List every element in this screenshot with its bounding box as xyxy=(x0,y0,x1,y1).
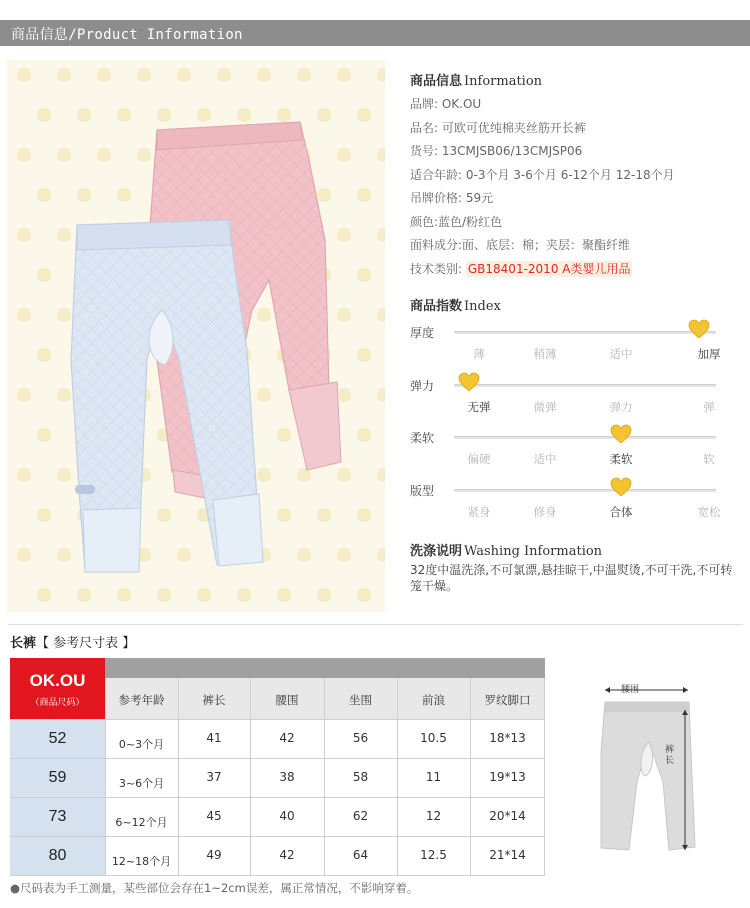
size-table-cell: 11 xyxy=(425,770,442,784)
waist-label: 腰围 xyxy=(621,685,640,695)
size-table xyxy=(10,658,545,876)
size-table-cell: 12~18个月 xyxy=(111,855,172,868)
size-chart-title: 长裤【 参考尺寸表 】 xyxy=(10,636,136,651)
size-table-column-header: 腰围 xyxy=(275,693,299,707)
info-line-price: 吊牌价格: 59元 xyxy=(410,191,494,205)
size-table-cell: 21*14 xyxy=(489,848,526,862)
section-header xyxy=(0,20,750,46)
info-line-brand: 品牌: OK.OU xyxy=(410,97,482,111)
index-option: 软 xyxy=(703,452,715,466)
size-table-cell: 3~6个月 xyxy=(118,777,165,790)
index-track xyxy=(454,489,716,492)
size-table-cell: 12 xyxy=(425,809,442,823)
size-table-cell: 42 xyxy=(279,731,295,745)
table-row-divider xyxy=(10,797,545,798)
heart-marker-icon xyxy=(610,424,632,444)
size-table-size-label: 59 xyxy=(10,758,105,797)
size-table-cell: 40 xyxy=(279,809,295,823)
size-table-cell: 20*14 xyxy=(489,809,526,823)
index-option: 适中 xyxy=(533,452,557,466)
index-row xyxy=(410,429,745,469)
product-photo xyxy=(7,60,385,612)
index-row-label: 厚度 xyxy=(410,326,435,340)
size-table-cell: 19*13 xyxy=(489,770,526,784)
table-column-divider xyxy=(397,678,398,876)
index-title: 商品指数 Index xyxy=(410,299,501,314)
size-table-cell: 62 xyxy=(352,809,369,823)
pants-illustration xyxy=(7,60,385,612)
table-column-divider xyxy=(250,678,251,876)
heart-marker-icon xyxy=(610,477,632,497)
index-option: 加厚 xyxy=(697,347,721,361)
size-table-column-header: 前浪 xyxy=(422,693,445,707)
size-table-column-header: 坐围 xyxy=(349,693,372,707)
size-table-size-label: 73 xyxy=(10,797,105,836)
wash-text: 32度中温洗涤,不可氯漂,悬挂晾干,中温熨烫,不可干洗,不可转笼干燥。 xyxy=(410,563,733,593)
size-table-column-header: 参考年龄 xyxy=(118,693,165,707)
info-line-name: 品名: 可欧可优纯棉夹丝筋开长裤 xyxy=(410,120,586,135)
index-row xyxy=(410,377,745,417)
index-option: 无弹 xyxy=(467,400,491,414)
index-row-label: 版型 xyxy=(410,484,435,498)
info-lines xyxy=(410,93,745,281)
table-column-divider xyxy=(178,678,179,876)
index-option: 宽松 xyxy=(697,505,721,519)
size-table-cell: 42 xyxy=(279,848,295,862)
index-row-label: 柔软 xyxy=(410,431,435,445)
index-track xyxy=(454,384,716,387)
size-table-cell: 12.5 xyxy=(420,848,447,862)
index-track xyxy=(454,331,716,334)
section-header-title: 商品信息/Product Information xyxy=(11,27,243,43)
size-table-cell: 64 xyxy=(352,848,369,862)
info-line-sku: 货号: 13CMJSB06/13CMJSP06 xyxy=(410,144,583,158)
index-option: 柔软 xyxy=(609,452,633,466)
size-table-cell: 45 xyxy=(206,809,222,823)
size-table-cell: 37 xyxy=(206,770,222,784)
brand-logo: OK.OU （商品尺码） xyxy=(10,658,105,719)
size-table-column-header: 裤长 xyxy=(202,693,226,707)
index-option: 合体 xyxy=(609,505,633,519)
pants-size-diagram xyxy=(585,672,705,862)
size-table-cell: 10.5 xyxy=(420,731,447,745)
size-table-cell: 49 xyxy=(206,848,222,862)
tech-category-value: GB18401-2010 A类婴儿用品 xyxy=(467,261,631,276)
size-table-cell: 58 xyxy=(352,770,369,784)
table-row-divider xyxy=(10,758,545,759)
size-table-cell: 41 xyxy=(206,731,222,745)
index-option: 偏硬 xyxy=(467,452,491,466)
measurement-note: ●尺码表为手工测量，某些部位会存在1~2cm误差，属正常情况，不影响穿着。 xyxy=(10,881,419,895)
heart-marker-icon xyxy=(458,372,480,392)
size-table-cell: 18*13 xyxy=(489,731,526,745)
length-label: 裤长 xyxy=(665,745,675,766)
index-row xyxy=(410,324,745,364)
index-option: 弹力 xyxy=(609,400,633,414)
index-option: 薄 xyxy=(473,347,485,361)
table-column-divider xyxy=(544,678,545,876)
index-option: 紧身 xyxy=(467,505,491,519)
index-option: 适中 xyxy=(609,347,633,361)
info-line-color: 颜色:蓝色/粉红色 xyxy=(410,214,503,229)
size-table-cell: 56 xyxy=(352,731,369,745)
size-table-size-label: 52 xyxy=(10,719,105,758)
info-line-fabric: 面料成分:面、底层：棉；夹层：聚酯纤维 xyxy=(410,238,631,252)
table-column-divider xyxy=(105,678,106,876)
index-option: 修身 xyxy=(533,505,557,519)
size-table-cell: 0~3个月 xyxy=(118,738,165,751)
index-option: 稍薄 xyxy=(533,347,557,361)
heart-marker-icon xyxy=(688,319,710,339)
size-table-cell: 38 xyxy=(279,770,295,784)
index-track xyxy=(454,436,716,439)
info-line-tech: 技术类别: GB18401-2010 A类婴儿用品 xyxy=(410,261,631,276)
info-line-age: 适合年龄: 0-3个月 3-6个月 6-12个月 12-18个月 xyxy=(410,167,675,182)
info-title: 商品信息 Information xyxy=(410,74,543,89)
pants-outline-icon xyxy=(585,672,705,862)
index-row xyxy=(410,482,745,522)
size-table-cell: 6~12个月 xyxy=(115,816,168,829)
divider xyxy=(8,624,743,625)
wash-title: 洗涤说明 Washing Information xyxy=(410,544,603,559)
table-row-divider xyxy=(10,719,545,720)
table-column-divider xyxy=(470,678,471,876)
index-option: 弹 xyxy=(703,400,715,414)
index-option: 微弹 xyxy=(533,400,557,414)
index-row-label: 弹力 xyxy=(410,379,435,393)
table-column-divider xyxy=(324,678,325,876)
size-table-size-label: 80 xyxy=(10,836,105,875)
table-row-divider xyxy=(10,836,545,837)
size-table-column-header: 罗纹脚口 xyxy=(484,693,531,707)
product-info xyxy=(410,70,745,281)
table-row-divider xyxy=(10,875,545,876)
